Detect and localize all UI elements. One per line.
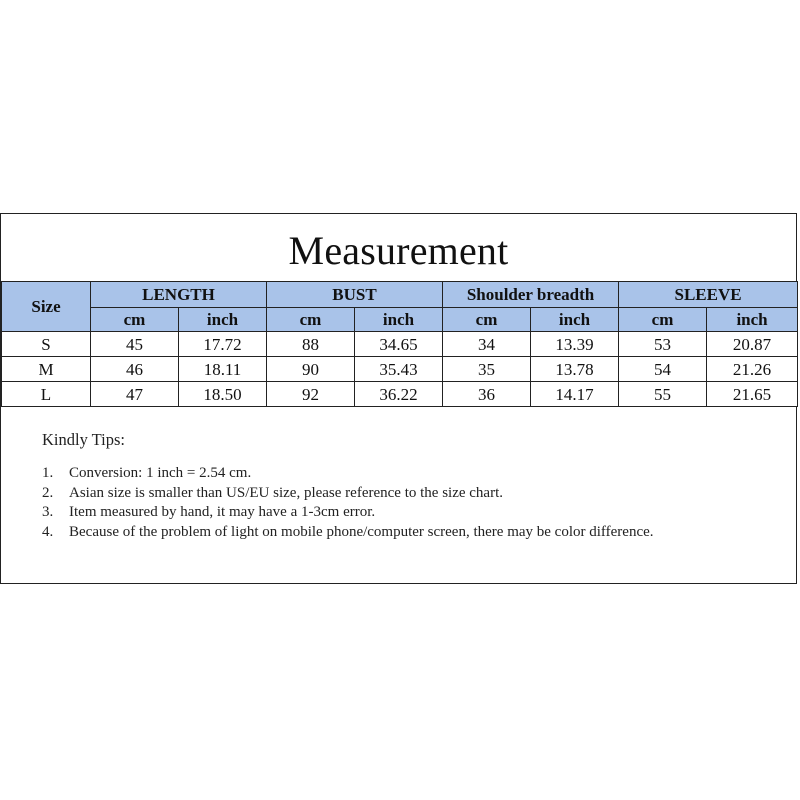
tip-text: Conversion: 1 inch = 2.54 cm. [69,465,252,481]
value-cell: 21.65 [707,382,798,407]
unit-header: cm [619,308,707,332]
value-cell: 53 [619,332,707,357]
value-cell: 18.50 [179,382,267,407]
value-cell: 36 [443,382,531,407]
value-cell: 13.39 [531,332,619,357]
unit-header: cm [267,308,355,332]
value-cell: 47 [91,382,179,407]
kindly-tips [42,430,709,542]
value-cell: 14.17 [531,382,619,407]
unit-header: inch [355,308,443,332]
group-header-length: LENGTH [91,282,267,308]
value-cell: 36.22 [355,382,443,407]
value-cell: 88 [267,332,355,357]
table-header-row [2,282,798,308]
value-cell: 55 [619,382,707,407]
list-item [42,523,709,543]
value-cell: 92 [267,382,355,407]
table-row [2,332,798,357]
value-cell: 54 [619,357,707,382]
group-header-bust: BUST [267,282,443,308]
unit-header-row [2,308,798,332]
tip-number: 1. [42,465,54,481]
tip-text: Because of the problem of light on mobile phone/computer screen, there may be color difference. [69,523,654,540]
size-cell: L [2,382,91,407]
unit-header: cm [443,308,531,332]
unit-header: inch [531,308,619,332]
value-cell: 35.43 [355,357,443,382]
page-title: Measurement [288,228,509,273]
list-item [42,484,709,504]
group-header-shoulder: Shoulder breadth [443,282,619,308]
group-header-sleeve: SLEEVE [619,282,798,308]
tip-text: Item measured by hand, it may have a 1-3cm error. [69,504,376,520]
value-cell: 21.26 [707,357,798,382]
table-row [2,357,798,382]
value-cell: 20.87 [707,332,798,357]
value-cell: 17.72 [179,332,267,357]
size-table [1,281,798,407]
value-cell: 45 [91,332,179,357]
tips-title: Kindly Tips: [42,430,125,449]
tip-number: 3. [42,504,54,520]
value-cell: 46 [91,357,179,382]
unit-header: inch [179,308,267,332]
unit-header: cm [91,308,179,332]
tips-list [42,464,709,542]
tip-text: Asian size is smaller than US/EU size, please reference to the size chart. [69,484,503,501]
value-cell: 13.78 [531,357,619,382]
value-cell: 18.11 [179,357,267,382]
unit-header: inch [707,308,798,332]
list-item [42,464,709,484]
list-item [42,503,709,523]
size-chart-card [0,213,797,584]
size-cell: M [2,357,91,382]
tip-number: 4. [42,523,54,540]
table-row [2,382,798,407]
value-cell: 34.65 [355,332,443,357]
tip-number: 2. [42,484,54,501]
value-cell: 34 [443,332,531,357]
value-cell: 90 [267,357,355,382]
size-cell: S [2,332,91,357]
value-cell: 35 [443,357,531,382]
size-column-header: Size [2,282,91,332]
